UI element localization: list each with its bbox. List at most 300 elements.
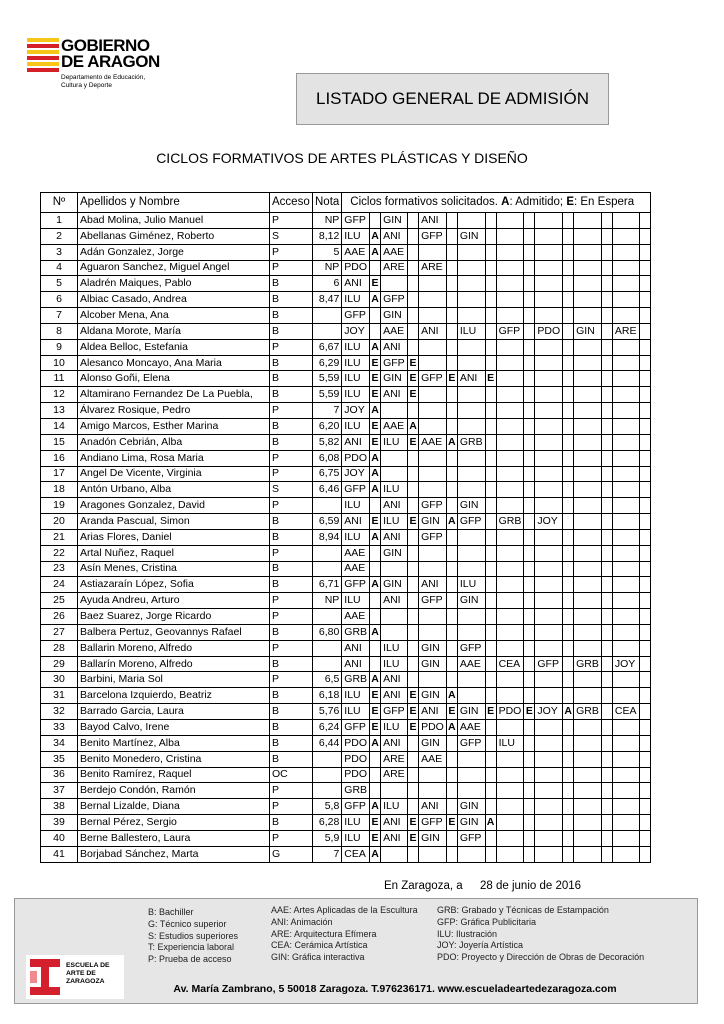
cycle-status: E [408, 720, 419, 736]
row-number: 27 [41, 624, 78, 640]
cycle-code: ANI [381, 672, 408, 688]
access-type: S [270, 228, 313, 244]
cycle-status [485, 292, 496, 308]
cycle-status [524, 846, 535, 862]
cycle-status [563, 545, 574, 561]
cycle-status [639, 355, 650, 371]
cycle-code [419, 387, 447, 403]
cycle-code: GFP [381, 704, 408, 720]
cycle-code [457, 609, 485, 625]
cycle-status [524, 751, 535, 767]
cycle-code [496, 308, 524, 324]
cycle-status [408, 577, 419, 593]
cycle-status: E [446, 815, 457, 831]
grade: 7 [313, 403, 342, 419]
cycle-code [419, 846, 447, 862]
table-row [41, 292, 651, 308]
cycle-code: ILU [342, 418, 370, 434]
cycle-status [370, 323, 381, 339]
cycle-status [408, 498, 419, 514]
cycle-status [485, 545, 496, 561]
cycle-status [408, 609, 419, 625]
cycle-status [485, 514, 496, 530]
cycle-status [524, 371, 535, 387]
access-type: P [270, 545, 313, 561]
cycle-status [446, 545, 457, 561]
access-type: P [270, 672, 313, 688]
cycle-status [639, 624, 650, 640]
grade: 6,5 [313, 672, 342, 688]
cycle-status [524, 213, 535, 229]
access-type: P [270, 609, 313, 625]
table-header-row [41, 193, 651, 213]
cycle-status [601, 767, 612, 783]
access-type: P [270, 498, 313, 514]
cycle-code: GIN [457, 498, 485, 514]
page-subtitle: CICLOS FORMATIVOS DE ARTES PLÁSTICAS Y DISEÑO [156, 150, 528, 166]
cycle-code: GRB [342, 783, 370, 799]
cycle-code: GFP [419, 228, 447, 244]
cycle-code: GFP [535, 656, 563, 672]
cycle-status [485, 244, 496, 260]
cycle-code [496, 276, 524, 292]
cycle-code [419, 292, 447, 308]
cycle-code [535, 371, 563, 387]
cycle-status [485, 387, 496, 403]
cycle-code: GFP [419, 529, 447, 545]
cycle-status [563, 815, 574, 831]
cycle-code [419, 418, 447, 434]
cycle-status [485, 228, 496, 244]
cycle-status [524, 799, 535, 815]
cycle-code [574, 498, 602, 514]
row-number: 41 [41, 846, 78, 862]
cycle-status [639, 498, 650, 514]
cycle-status [563, 260, 574, 276]
cycle-status [639, 244, 650, 260]
cycle-code [496, 720, 524, 736]
cycle-code [535, 450, 563, 466]
cycle-code [612, 260, 639, 276]
cycle-code [574, 751, 602, 767]
student-name: Andiano Lima, Rosa Maria [78, 450, 270, 466]
table-row [41, 720, 651, 736]
cycle-status [639, 609, 650, 625]
cycle-code [457, 482, 485, 498]
cycle-code [612, 466, 639, 482]
cycle-code [457, 403, 485, 419]
row-number: 2 [41, 228, 78, 244]
cycle-status: A [370, 244, 381, 260]
cycle-code: GFP [419, 498, 447, 514]
cycle-code [535, 403, 563, 419]
cycle-code: GIN [381, 371, 408, 387]
cycle-code: JOY [342, 403, 370, 419]
grade [313, 640, 342, 656]
cycle-status [524, 720, 535, 736]
cycle-status [524, 672, 535, 688]
cycle-status [485, 403, 496, 419]
access-type: B [270, 514, 313, 530]
cycle-code [457, 308, 485, 324]
cycle-status: E [408, 514, 419, 530]
cycle-status [524, 228, 535, 244]
cycle-status [370, 545, 381, 561]
table-row [41, 751, 651, 767]
cycle-code: GIN [457, 815, 485, 831]
cycle-code [574, 244, 602, 260]
student-name: Bernal Lizalde, Diana [78, 799, 270, 815]
cycle-code: ILU [342, 830, 370, 846]
cycle-status [524, 339, 535, 355]
cycle-status [370, 308, 381, 324]
cycle-status [639, 482, 650, 498]
cycle-status [370, 260, 381, 276]
access-type: B [270, 735, 313, 751]
row-number: 1 [41, 213, 78, 229]
cycle-code [612, 815, 639, 831]
cycle-code [612, 529, 639, 545]
student-name: Astiazaraín López, Sofia [78, 577, 270, 593]
cycle-code [535, 292, 563, 308]
cycle-status [639, 830, 650, 846]
cycle-code: ANI [381, 339, 408, 355]
cycle-status [524, 355, 535, 371]
student-name: Angel De Vicente, Virginia [78, 466, 270, 482]
cycle-status [601, 720, 612, 736]
cycle-status [601, 624, 612, 640]
cycle-code [574, 228, 602, 244]
legend-item: B: Bachiller [148, 907, 194, 917]
cycle-status [408, 846, 419, 862]
cycle-code [419, 672, 447, 688]
cycle-status [408, 545, 419, 561]
cycle-code: GIN [419, 514, 447, 530]
cycle-code [535, 498, 563, 514]
legend-item: JOY: Joyería Artística [437, 940, 524, 951]
cycle-code: PDO [342, 767, 370, 783]
grade: 6,59 [313, 514, 342, 530]
grade: 5 [313, 244, 342, 260]
cycle-code: GFP [381, 292, 408, 308]
cycle-status [601, 292, 612, 308]
cycle-status [601, 371, 612, 387]
row-number: 22 [41, 545, 78, 561]
cycle-code: ANI [381, 830, 408, 846]
cycle-status [639, 260, 650, 276]
cycle-status [446, 735, 457, 751]
cycle-code [535, 720, 563, 736]
cycle-code: ANI [381, 387, 408, 403]
cycle-code [496, 434, 524, 450]
cycle-code [419, 609, 447, 625]
cycle-status [446, 529, 457, 545]
cycle-status [601, 228, 612, 244]
cycle-code: JOY [342, 323, 370, 339]
cycle-code [574, 609, 602, 625]
cycle-code: ARE [381, 767, 408, 783]
cycle-status [601, 498, 612, 514]
cycle-status: A [370, 529, 381, 545]
legend-item: G: Técnico superior [148, 918, 227, 929]
row-number: 23 [41, 561, 78, 577]
cycle-status [563, 577, 574, 593]
cycle-code: AAE [419, 434, 447, 450]
col-header-name: Apellidos y Nombre [78, 193, 270, 213]
cycle-status [601, 418, 612, 434]
cycle-code [457, 672, 485, 688]
cycle-code: GFP [342, 577, 370, 593]
cycle-code [574, 561, 602, 577]
cycle-status [446, 276, 457, 292]
cycle-status [601, 640, 612, 656]
table-row [41, 498, 651, 514]
cycle-status [370, 640, 381, 656]
cycle-status [408, 323, 419, 339]
cycle-code [496, 672, 524, 688]
table-row [41, 339, 651, 355]
grade: 8,47 [313, 292, 342, 308]
grade: 5,76 [313, 704, 342, 720]
student-name: Ballarín Moreno, Alfredo [78, 656, 270, 672]
cycle-status: A [446, 720, 457, 736]
cycle-status: A [370, 577, 381, 593]
col-header-num: Nº [41, 193, 78, 213]
table-row [41, 846, 651, 862]
cycle-code: ANI [381, 498, 408, 514]
cycle-code [535, 339, 563, 355]
cycle-code: AAE [419, 751, 447, 767]
cycle-status [639, 387, 650, 403]
cycles-legend-2 [437, 905, 644, 964]
student-name: Balbera Pertuz, Geovannys Rafael [78, 624, 270, 640]
cycle-status [408, 799, 419, 815]
cycle-status [485, 339, 496, 355]
cycle-code: ILU [381, 482, 408, 498]
grade: 6,24 [313, 720, 342, 736]
cycle-code: ILU [342, 339, 370, 355]
cycle-status [601, 339, 612, 355]
cycle-status [639, 815, 650, 831]
cycle-status [485, 640, 496, 656]
cycle-status [446, 292, 457, 308]
cycle-code [419, 482, 447, 498]
legend-item: GIN: Gráfica interactiva [271, 952, 365, 963]
cycle-code [612, 735, 639, 751]
cycle-code [535, 735, 563, 751]
cycle-code [612, 720, 639, 736]
access-type: B [270, 624, 313, 640]
cycle-code: GIN [419, 735, 447, 751]
student-name: Altamirano Fernandez De La Puebla, [78, 387, 270, 403]
access-type: B [270, 292, 313, 308]
grade: NP [313, 593, 342, 609]
grade [313, 323, 342, 339]
legend-item: AAE: Artes Aplicadas de la Escultura [271, 905, 418, 915]
cycle-code: GIN [574, 323, 602, 339]
cycle-status [639, 339, 650, 355]
cycle-status: A [408, 418, 419, 434]
cycle-code [574, 339, 602, 355]
cycle-status [601, 244, 612, 260]
cycle-code [535, 276, 563, 292]
cycle-status [485, 466, 496, 482]
row-number: 26 [41, 609, 78, 625]
student-name: Barrado Garcia, Laura [78, 704, 270, 720]
cycle-status [601, 450, 612, 466]
cycle-status [563, 830, 574, 846]
cycle-code [496, 815, 524, 831]
cycle-code [496, 767, 524, 783]
cycle-status [639, 434, 650, 450]
cycle-code: GRB [574, 704, 602, 720]
cycle-status [524, 418, 535, 434]
cycle-code [496, 688, 524, 704]
cycle-status [601, 514, 612, 530]
cycle-status [446, 561, 457, 577]
cycle-code [612, 292, 639, 308]
cycle-code [381, 450, 408, 466]
cycle-status [485, 688, 496, 704]
cycle-code [612, 450, 639, 466]
cycle-status [563, 751, 574, 767]
cycle-code [535, 213, 563, 229]
cycle-code: GRB [574, 656, 602, 672]
cycle-status: A [370, 482, 381, 498]
access-type: P [270, 244, 313, 260]
row-number: 3 [41, 244, 78, 260]
cycle-code [574, 529, 602, 545]
access-type: B [270, 561, 313, 577]
cycle-code [612, 228, 639, 244]
cycle-code [496, 339, 524, 355]
cycle-status [370, 751, 381, 767]
student-name: Amigo Marcos, Esther Marina [78, 418, 270, 434]
cycle-status [563, 371, 574, 387]
cycle-status [563, 640, 574, 656]
cycle-status [601, 751, 612, 767]
grade [313, 609, 342, 625]
cycle-status [563, 418, 574, 434]
access-type: P [270, 799, 313, 815]
date-place: En Zaragoza, a [384, 880, 463, 892]
cycle-code [574, 815, 602, 831]
student-name: Benito Martínez, Alba [78, 735, 270, 751]
cycle-status: E [524, 704, 535, 720]
cycle-code [574, 260, 602, 276]
cycle-code [574, 545, 602, 561]
cycle-code [419, 355, 447, 371]
cycle-code: GRB [342, 624, 370, 640]
cycle-status [524, 244, 535, 260]
cycle-status [563, 292, 574, 308]
cycle-status [370, 609, 381, 625]
table-row [41, 466, 651, 482]
cycle-code [574, 355, 602, 371]
cycle-status [485, 308, 496, 324]
access-legend [148, 907, 238, 966]
cycle-code [457, 355, 485, 371]
cycle-code [612, 403, 639, 419]
cycle-status [446, 498, 457, 514]
legend-item: P: Prueba de acceso [148, 954, 232, 965]
cycle-code [535, 593, 563, 609]
cycle-status [446, 339, 457, 355]
cycle-status [408, 276, 419, 292]
cycle-status: A [370, 450, 381, 466]
cycle-code: GFP [496, 323, 524, 339]
cycle-status [639, 323, 650, 339]
cycle-code [457, 213, 485, 229]
cycle-code: PDO [342, 735, 370, 751]
cycle-status [524, 482, 535, 498]
cycle-code [612, 609, 639, 625]
cycle-status [639, 799, 650, 815]
cycle-code: GFP [342, 213, 370, 229]
access-type: P [270, 783, 313, 799]
cycle-status [524, 624, 535, 640]
cycle-status: A [370, 403, 381, 419]
row-number: 40 [41, 830, 78, 846]
grade [313, 656, 342, 672]
cycle-status [601, 545, 612, 561]
cycle-status [408, 624, 419, 640]
cycle-status [639, 418, 650, 434]
cycle-code: ILU [381, 720, 408, 736]
cycle-status [639, 466, 650, 482]
cycle-status [524, 830, 535, 846]
cycle-code [535, 434, 563, 450]
access-type: B [270, 371, 313, 387]
cycle-status: E [370, 418, 381, 434]
cycle-code: GIN [381, 545, 408, 561]
cycle-code: JOY [342, 466, 370, 482]
cycle-status: A [446, 688, 457, 704]
cycle-status [563, 403, 574, 419]
cycle-status [524, 450, 535, 466]
cycle-status [485, 482, 496, 498]
cycle-status [524, 403, 535, 419]
access-type: B [270, 720, 313, 736]
table-row [41, 830, 651, 846]
cycle-code [535, 830, 563, 846]
gobierno-aragon-logo [27, 38, 167, 92]
cycle-code: JOY [535, 704, 563, 720]
row-number: 24 [41, 577, 78, 593]
grade: 7 [313, 846, 342, 862]
legend-item: GRB: Grabado y Técnicas de Estampación [437, 905, 609, 915]
cycle-code: ANI [381, 228, 408, 244]
cycle-status [601, 482, 612, 498]
cycle-code [574, 213, 602, 229]
cycle-status [446, 403, 457, 419]
cycle-status [408, 228, 419, 244]
cycle-code: GIN [457, 799, 485, 815]
col-header-cycles: Ciclos formativos solicitados. A: Admitido; E: En Espera [342, 193, 651, 213]
cycle-code: GIN [419, 656, 447, 672]
cycle-status [485, 624, 496, 640]
cycle-status [601, 830, 612, 846]
cycle-code [574, 276, 602, 292]
cycle-code [612, 593, 639, 609]
cycle-code: GIN [457, 228, 485, 244]
cycle-status [601, 815, 612, 831]
cycle-code [535, 561, 563, 577]
row-number: 8 [41, 323, 78, 339]
row-number: 20 [41, 514, 78, 530]
cycle-status [524, 434, 535, 450]
cycle-code: GFP [342, 308, 370, 324]
